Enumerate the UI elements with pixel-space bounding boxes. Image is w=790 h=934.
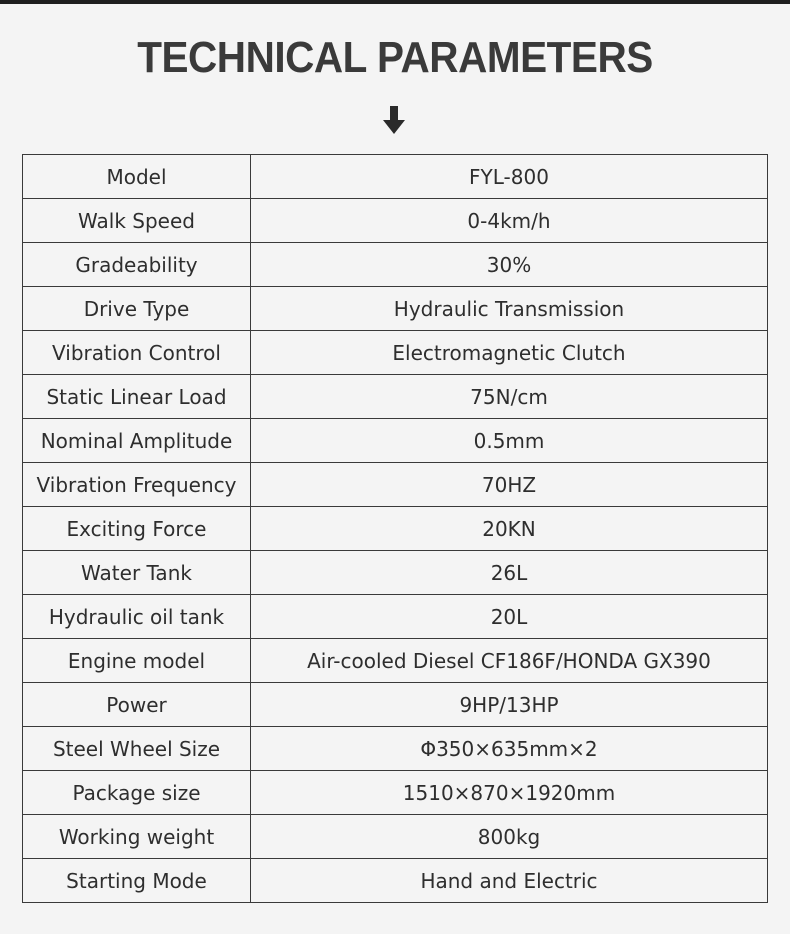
param-label: Drive Type [23, 287, 251, 331]
param-value: 0.5mm [251, 419, 768, 463]
param-value: 26L [251, 551, 768, 595]
param-value: 20L [251, 595, 768, 639]
page-title: TECHNICAL PARAMETERS [137, 33, 653, 82]
table-row [23, 683, 768, 727]
table-row [23, 771, 768, 815]
top-bar [0, 0, 790, 4]
table-row [23, 331, 768, 375]
param-value: Hydraulic Transmission [251, 287, 768, 331]
param-value: 800kg [251, 815, 768, 859]
param-value: FYL-800 [251, 155, 768, 199]
param-label: Exciting Force [23, 507, 251, 551]
table-row [23, 507, 768, 551]
table-row [23, 595, 768, 639]
param-label: Vibration Control [23, 331, 251, 375]
param-label: Static Linear Load [23, 375, 251, 419]
param-value: 20KN [251, 507, 768, 551]
param-value: Φ350×635mm×2 [251, 727, 768, 771]
param-value: 75N/cm [251, 375, 768, 419]
param-label: Engine model [23, 639, 251, 683]
param-label: Working weight [23, 815, 251, 859]
table-row [23, 287, 768, 331]
param-value: 0-4km/h [251, 199, 768, 243]
param-value: 9HP/13HP [251, 683, 768, 727]
param-value: 1510×870×1920mm [251, 771, 768, 815]
param-label: Hydraulic oil tank [23, 595, 251, 639]
arrow-down-icon [383, 106, 405, 136]
table-row [23, 375, 768, 419]
param-label: Water Tank [23, 551, 251, 595]
param-value: Air-cooled Diesel CF186F/HONDA GX390 [251, 639, 768, 683]
table-row [23, 155, 768, 199]
table-row [23, 727, 768, 771]
param-label: Steel Wheel Size [23, 727, 251, 771]
table-row [23, 639, 768, 683]
param-value: 70HZ [251, 463, 768, 507]
param-value: Hand and Electric [251, 859, 768, 903]
param-label: Package size [23, 771, 251, 815]
table-row [23, 199, 768, 243]
param-label: Vibration Frequency [23, 463, 251, 507]
param-value: 30% [251, 243, 768, 287]
param-label: Starting Mode [23, 859, 251, 903]
table-row [23, 815, 768, 859]
param-label: Nominal Amplitude [23, 419, 251, 463]
table-row [23, 551, 768, 595]
table-row [23, 243, 768, 287]
param-value: Electromagnetic Clutch [251, 331, 768, 375]
param-label: Walk Speed [23, 199, 251, 243]
parameters-table-body [23, 155, 768, 903]
param-label: Gradeability [23, 243, 251, 287]
table-row [23, 859, 768, 903]
param-label: Power [23, 683, 251, 727]
param-label: Model [23, 155, 251, 199]
table-row [23, 463, 768, 507]
table-row [23, 419, 768, 463]
parameters-table [22, 154, 768, 903]
